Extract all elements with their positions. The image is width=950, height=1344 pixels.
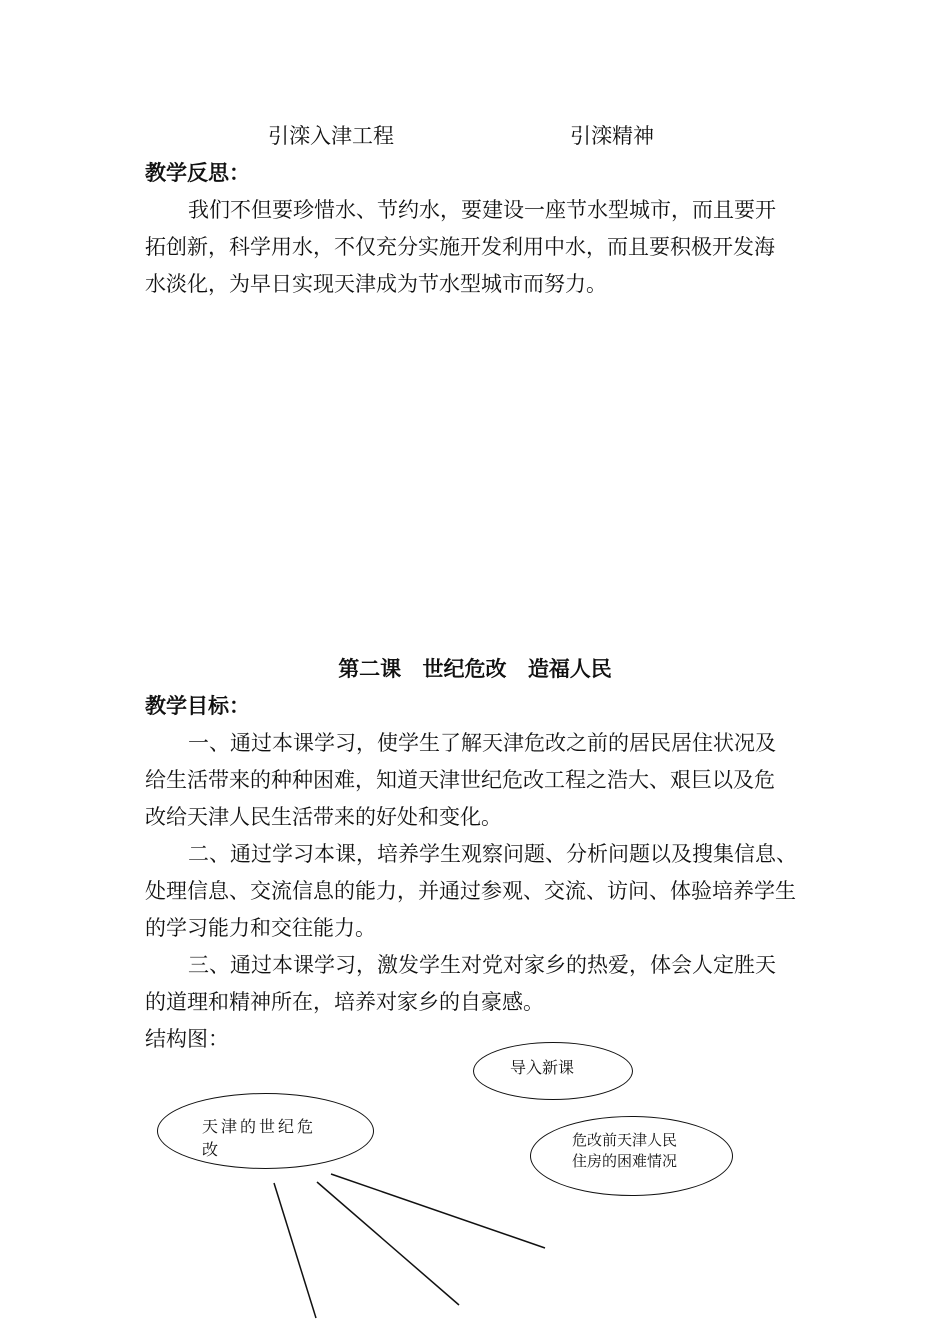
objective-line-7: 三、通过本课学习，激发学生对党对家乡的热爱，体会人定胜天 — [188, 953, 776, 977]
lesson-title-part-3: 造福人民 — [527, 656, 612, 681]
structure-heading: 结构图： — [145, 1027, 229, 1051]
objective-line-1: 一、通过本课学习，使学生了解天津危改之前的居民居住状况及 — [188, 731, 776, 755]
node-before-label-line-2: 住房的困难情况 — [572, 1152, 678, 1170]
objective-line-5: 处理信息、交流信息的能力，并通过参观、交流、访问、体验培养学生 — [145, 879, 796, 903]
reflection-line-1: 我们不但要珍惜水、节约水，要建设一座节水型城市，而且要开 — [188, 198, 776, 222]
objectives-heading: 教学目标： — [145, 693, 250, 718]
label-yinluan-project: 引滦入津工程 — [268, 124, 394, 148]
reflection-line-3: 水淡化，为早日实现天津成为节水型城市而努力。 — [145, 272, 607, 296]
node-main-label-line-2: 改 — [202, 1140, 219, 1159]
connector-line-1 — [274, 1183, 316, 1318]
connector-line-3 — [331, 1174, 545, 1248]
objective-line-6: 的学习能力和交往能力。 — [145, 916, 376, 940]
node-intro-label: 导入新课 — [510, 1058, 575, 1077]
objective-line-3: 改给天津人民生活带来的好处和变化。 — [145, 805, 502, 829]
reflection-line-2: 拓创新，科学用水，不仅充分实施开发利用中水，而且要积极开发海 — [145, 235, 775, 259]
label-yinluan-spirit: 引滦精神 — [570, 124, 654, 148]
lesson-title-part-2: 世纪危改 — [422, 656, 507, 681]
objective-line-8: 的道理和精神所在，培养对家乡的自豪感。 — [145, 990, 544, 1014]
node-main-label-line-1: 天津的世纪危 — [202, 1117, 317, 1136]
lesson-title-part-1: 第二课 — [338, 656, 402, 681]
connector-line-2 — [317, 1182, 459, 1305]
reflection-heading: 教学反思： — [145, 160, 250, 185]
objective-line-2: 给生活带来的种种困难，知道天津世纪危改工程之浩大、艰巨以及危 — [145, 768, 775, 792]
objective-line-4: 二、通过学习本课，培养学生观察问题、分析问题以及搜集信息、 — [188, 842, 797, 866]
node-before-label-line-1: 危改前天津人民 — [572, 1131, 678, 1149]
